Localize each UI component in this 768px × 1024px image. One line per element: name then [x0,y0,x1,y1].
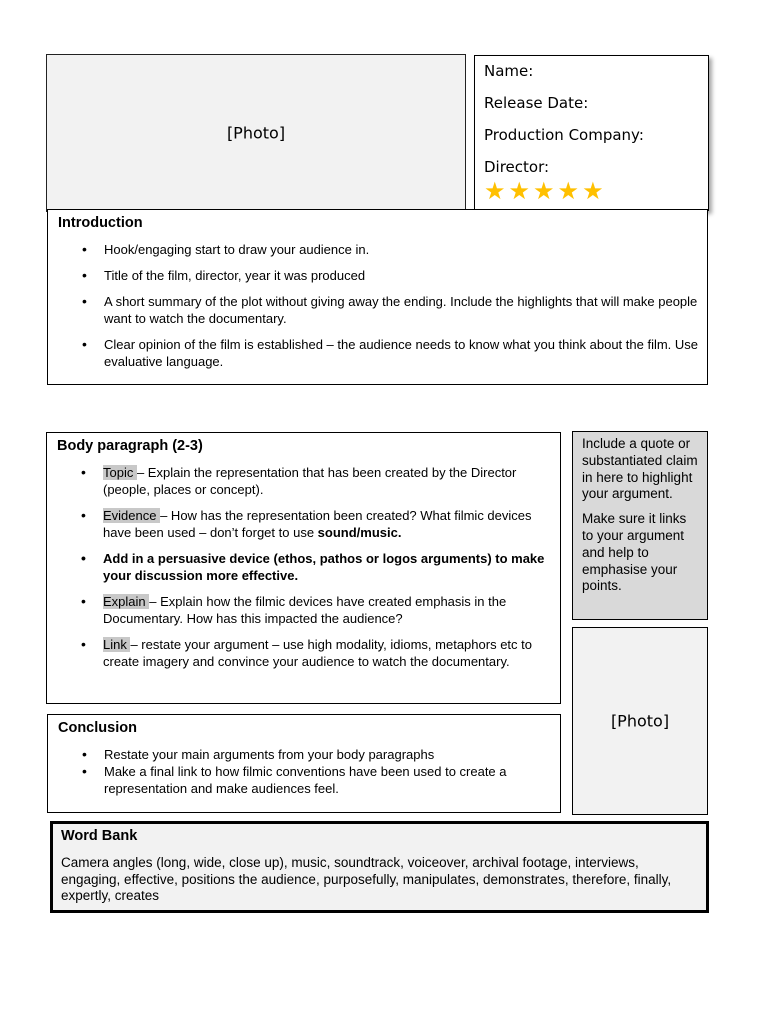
photo-label: [Photo] [226,123,286,143]
production-company-label: Production Company: [484,126,644,144]
star-icon: ★ [557,177,580,205]
star-icon: ★ [484,177,506,205]
release-date-label: Release Date: [484,94,589,112]
evidence-keyword: Evidence [103,508,161,523]
star-icon: ★ [533,177,555,205]
topic-keyword: Topic [103,465,137,480]
body-paragraph-title: Body paragraph (2-3) [57,438,203,454]
conclusion-title: Conclusion [58,720,137,736]
quote-link-instruction: Make sure it links to your argument and help to emphasise your points. [582,511,687,594]
star-rating [484,178,604,204]
explain-text: – Explain how the filmic devices have created emphasis in the Documentary. How has this impacted the audience? [103,594,507,626]
star-icon: ★ [582,177,604,205]
body-paragraph-list [77,464,547,679]
film-info-box [474,55,709,211]
list-item-persuasive: • Add in a persuasive device (ethos, pathos or logos arguments) to make your discussion more effective. [77,550,547,584]
evidence-bold-text: sound/music. [317,525,402,540]
director-label: Director: [484,158,550,176]
photo-placeholder-top [46,54,466,212]
link-keyword: Link [103,637,131,652]
conclusion-section [47,714,561,813]
list-item-link [77,636,547,670]
explain-keyword: Explain [103,594,150,609]
photo-label: [Photo] [610,711,670,731]
word-bank-section [50,821,709,913]
introduction-title: Introduction [58,215,143,231]
list-item: • Title of the film, director, year it was produced [78,267,698,284]
word-bank-title: Word Bank [61,828,138,844]
list-item-explain [77,593,547,627]
quote-instruction: Include a quote or substantiated claim in here to highlight your argument. [582,436,698,502]
conclusion-list [78,746,548,797]
star-icon: ★ [508,177,531,205]
list-item-evidence [77,507,547,541]
quote-box [572,431,708,620]
evidence-text: – How has the representation been created? What filmic devices have been used – don’t forget to use [103,508,532,540]
list-item: • Clear opinion of the film is established – the audience needs to know what you think about the film. Use evaluative language. [78,336,698,370]
topic-text: – Explain the representation that has been created by the Director (people, places or concept). [103,465,517,497]
list-item: • Make a final link to how filmic conventions have been used to create a representation and make audiences feel. [78,763,548,797]
word-bank-text: Camera angles (long, wide, close up), music, soundtrack, voiceover, archival footage, interviews, engaging, effective, positions the audience, purposefully, manipulates, demonstrates, therefore, finally, expertly, creates [61,855,672,903]
link-text: – restate your argument – use high modality, idioms, metaphors etc to create imagery and convince your audience to watch the documentary. [103,637,532,669]
name-label: Name: [484,62,534,80]
body-paragraph-section [46,432,561,704]
list-item: • Restate your main arguments from your body paragraphs [78,746,548,763]
list-item: • Hook/engaging start to draw your audience in. [78,241,698,258]
introduction-list [78,241,698,379]
introduction-section [47,209,708,385]
list-item-topic [77,464,547,498]
list-item: • A short summary of the plot without giving away the ending. Include the highlights that will make people want to watch the documentary. [78,293,698,327]
photo-placeholder-right [572,627,708,815]
